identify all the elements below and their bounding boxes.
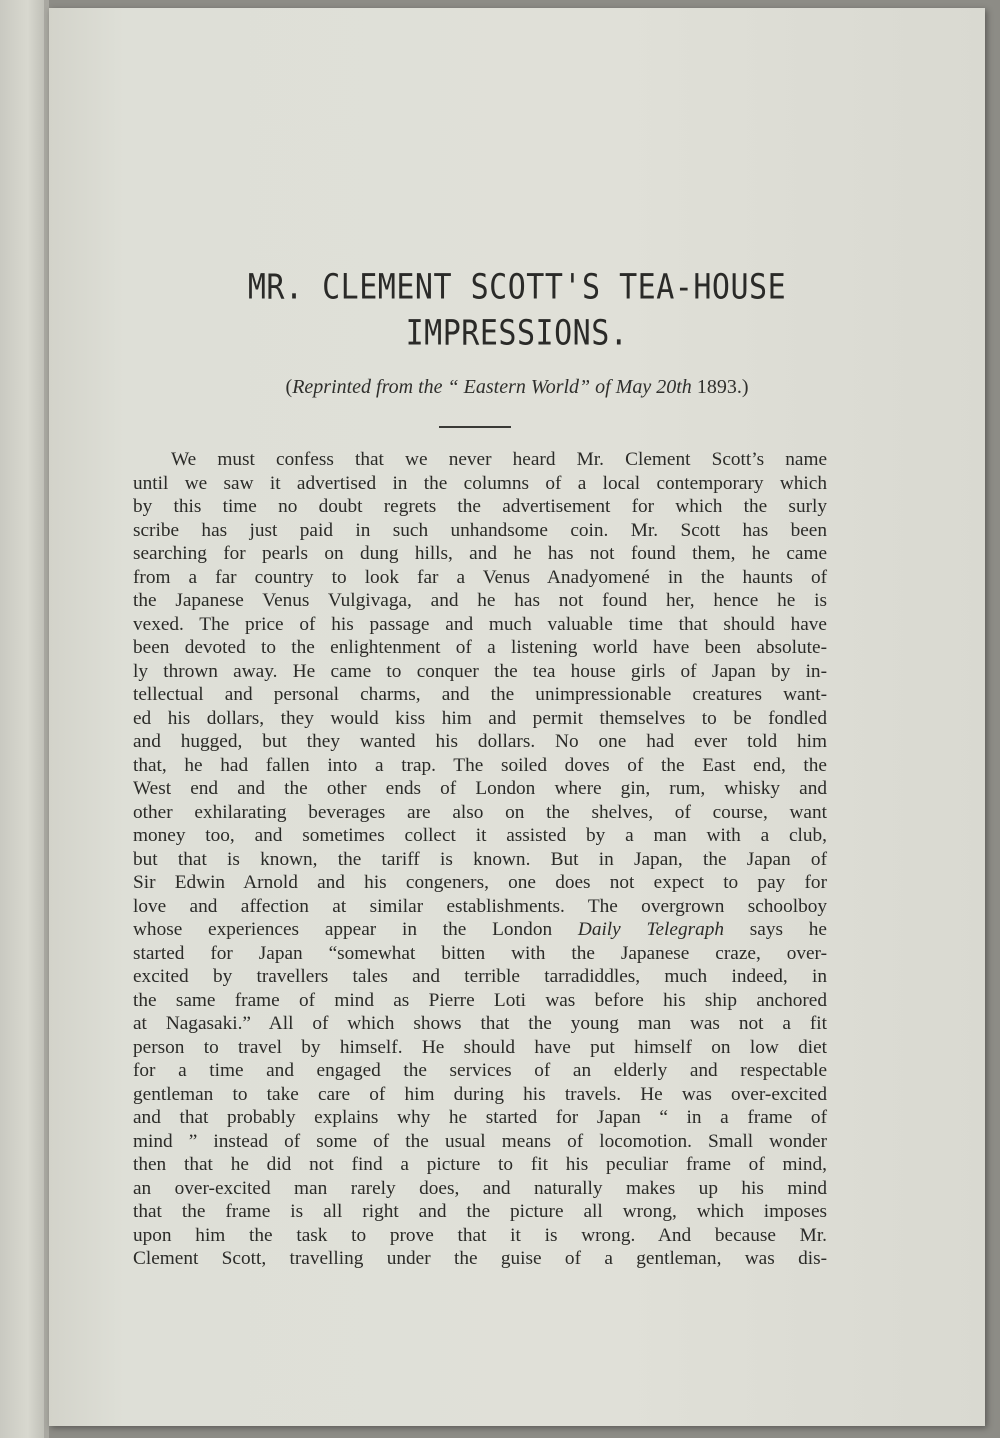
text-segment: vexed. The price of his passage and much valuable time that should have [133, 613, 827, 635]
text-segment: and hugged, but they wanted his dollars. No one had ever told him [133, 731, 827, 752]
text-segment: been devoted to the enlightenment of a listening world have been absolute- [133, 637, 827, 658]
text-line [133, 448, 827, 472]
italic-text: Daily Telegraph [577, 919, 725, 940]
text-segment: other exhilarating beverages are also on the shelves, of course, want [133, 801, 827, 823]
document-page [49, 8, 985, 1426]
text-line [133, 801, 827, 825]
text-segment: started for Japan “somewhat bitten with the Japanese craze, over- [133, 942, 827, 964]
article-title-line-1: MR. CLEMENT SCOTT'S TEA-HOUSE [247, 267, 787, 308]
text-line [133, 1036, 827, 1060]
text-line [133, 1106, 827, 1130]
text-segment: gentleman to take care of him during his travels. He was over-excited [133, 1083, 827, 1105]
text-line [133, 519, 827, 543]
text-line [133, 777, 827, 801]
text-segment: that, he had fallen into a trap. The soiled doves of the East end, the [133, 754, 827, 776]
text-line [133, 1059, 827, 1083]
text-line [133, 660, 827, 684]
text-line [133, 942, 827, 966]
text-line [133, 754, 827, 778]
text-line [133, 1012, 827, 1036]
text-segment: says he [724, 919, 827, 940]
text-line [133, 1200, 827, 1224]
text-segment: then that he did not find a picture to fit his peculiar frame of mind, [133, 1154, 827, 1175]
text-segment: We must confess that we never heard Mr. Clement Scott’s name [171, 449, 827, 470]
text-line [133, 1224, 827, 1248]
text-segment: at Nagasaki.” All of which shows that the young man was not a fit [133, 1013, 827, 1034]
text-segment: the same frame of mind as Pierre Loti was before his ship anchored [133, 989, 827, 1011]
text-segment: Clement Scott, travelling under the guise of a gentleman, was dis- [133, 1248, 827, 1269]
text-segment: but that is known, the tariff is known. But in Japan, the Japan of [133, 848, 827, 870]
text-segment: ly thrown away. He came to conquer the tea house girls of Japan by in- [133, 660, 827, 682]
text-segment: for a time and engaged the services of an elderly and respectable [133, 1060, 827, 1081]
text-segment: person to travel by himself. He should have put himself on low diet [133, 1036, 827, 1058]
previous-page-edge [0, 0, 46, 1438]
text-line [133, 495, 827, 519]
text-line [133, 848, 827, 872]
text-segment: an over-excited man rarely does, and naturally makes up his mind [133, 1177, 827, 1199]
text-segment: the Japanese Venus Vulgivaga, and he has not found her, hence he is [133, 590, 827, 611]
subtitle-open-paren: ( [285, 376, 293, 398]
text-line [133, 1153, 827, 1177]
text-line [133, 730, 827, 754]
text-line [133, 589, 827, 613]
article-subtitle [49, 376, 985, 399]
title-divider [439, 426, 511, 428]
subtitle-year: 1893.) [691, 376, 749, 398]
text-line [133, 918, 827, 942]
text-segment: ed his dollars, they would kiss him and permit themselves to be fondled [133, 707, 827, 729]
text-line [133, 636, 827, 660]
text-line [133, 989, 827, 1013]
text-line [133, 1083, 827, 1107]
text-segment: love and affection at similar establishments. The overgrown schoolboy [133, 895, 827, 917]
text-line [133, 824, 827, 848]
text-line [133, 1177, 827, 1201]
text-segment: Sir Edwin Arnold and his congeners, one does not expect to pay for [133, 872, 827, 893]
text-segment: and that probably explains why he started for Japan “ in a frame of [133, 1107, 827, 1128]
text-segment: by this time no doubt regrets the advertisement for which the surly [133, 496, 827, 517]
text-line [133, 895, 827, 919]
text-line [133, 707, 827, 731]
text-segment: money too, and sometimes collect it assisted by a man with a club, [133, 825, 827, 846]
text-line [133, 683, 827, 707]
text-line [133, 566, 827, 590]
text-segment: until we saw it advertised in the columns of a local contemporary which [133, 472, 827, 494]
text-line [133, 965, 827, 989]
article-body [133, 448, 827, 1271]
text-segment: tellectual and personal charms, and the unimpressionable creatures want- [133, 684, 827, 705]
article-title-line-2: IMPRESSIONS. [405, 313, 629, 354]
text-segment: that the frame is all right and the picture all wrong, which imposes [133, 1201, 827, 1222]
text-segment: scribe has just paid in such unhandsome coin. Mr. Scott has been [133, 519, 827, 541]
text-line [133, 542, 827, 566]
text-segment: mind ” instead of some of the usual means of locomotion. Small wonder [133, 1130, 827, 1152]
text-line [133, 472, 827, 496]
text-line [133, 871, 827, 895]
text-segment: searching for pearls on dung hills, and he has not found them, he came [133, 543, 827, 564]
subtitle-source: Reprinted from the “ Eastern World” of May 20th [292, 376, 692, 398]
text-segment: West end and the other ends of London where gin, rum, whisky and [133, 778, 827, 799]
text-segment: from a far country to look far a Venus Anadyomené in the haunts of [133, 566, 827, 588]
text-line [133, 1130, 827, 1154]
text-line [133, 1247, 827, 1271]
text-line [133, 613, 827, 637]
text-segment: whose experiences appear in the London [133, 919, 578, 940]
text-segment: upon him the task to prove that it is wrong. And because Mr. [133, 1224, 827, 1246]
text-segment: excited by travellers tales and terrible tarradiddles, much indeed, in [133, 966, 827, 987]
